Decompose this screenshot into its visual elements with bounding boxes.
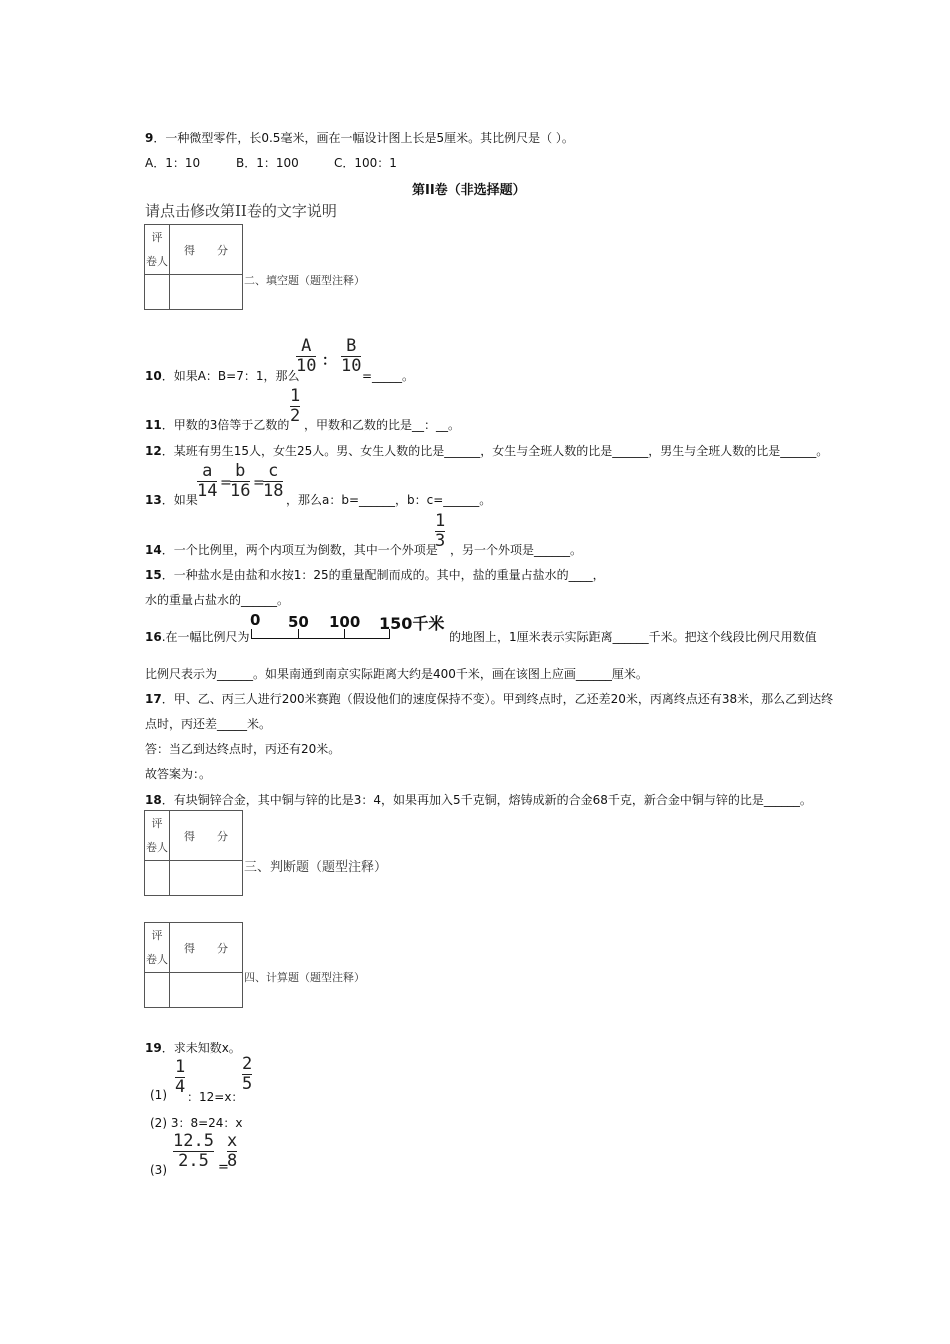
question-text: ．一种盐水是由盐和水按1：25的重量配制而成的。其中，盐的重量占盐水的____， bbox=[161, 568, 605, 582]
question-15 bbox=[145, 566, 605, 583]
question-number: 19 bbox=[145, 1041, 162, 1055]
question-number: 9 bbox=[145, 131, 154, 145]
scale-label: 100 bbox=[329, 613, 361, 631]
question-number: 16 bbox=[145, 630, 162, 644]
question-16 bbox=[145, 628, 250, 645]
score-label: 得 分 bbox=[170, 923, 243, 973]
question-text: 点时，丙还差_____米。 bbox=[145, 717, 272, 731]
question-number: 10 bbox=[145, 369, 162, 383]
grader-cell[interactable] bbox=[145, 973, 170, 1008]
scale-label: 0 bbox=[250, 611, 261, 629]
grader-label: 评 卷人 bbox=[145, 923, 170, 973]
scale-tick bbox=[344, 629, 345, 639]
score-cell[interactable] bbox=[170, 861, 243, 896]
score-label: 得 分 bbox=[170, 225, 243, 275]
question-11 bbox=[145, 416, 289, 433]
question-text: 比例尺表示为______。如果南通到南京实际距离大约是400千米，画在该图上应画______厘米。 bbox=[145, 667, 648, 681]
fraction: x 8 bbox=[227, 1131, 238, 1171]
question-text: ．有块铜锌合金，其中铜与锌的比是3：4，如果再加入5千克铜，熔铸成新的合金68千克，新合金中铜与锌的比是______。 bbox=[161, 793, 812, 807]
question-text: 的地图上，1厘米表示实际距离______千米。把这个线段比例尺用数值 bbox=[449, 630, 817, 644]
scale-label: 50 bbox=[288, 613, 309, 631]
fraction: c 18 bbox=[263, 461, 284, 501]
scale-bar bbox=[246, 610, 456, 642]
option-b: B．1：100 bbox=[236, 156, 299, 170]
scale-tick bbox=[298, 629, 299, 639]
question-text: ．甲、乙、丙三人进行200米赛跑（假设他们的速度保持不变）。甲到终点时，乙还差20米，丙离终点还有38米，那么乙到达终 bbox=[161, 692, 834, 706]
score-label: 得 分 bbox=[170, 811, 243, 861]
question-text: ．如果 bbox=[161, 493, 198, 507]
fraction: a 14 bbox=[197, 461, 218, 501]
question-number: 12 bbox=[145, 444, 162, 458]
equation-text: (2) 3：8=24：x bbox=[150, 1116, 243, 1130]
section-heading: 三、判断题（题型注释） bbox=[244, 860, 388, 875]
scale-label: 150千米 bbox=[379, 614, 445, 633]
answer-result: 故答案为：。 bbox=[145, 767, 212, 781]
grader-label: 评 卷人 bbox=[145, 811, 170, 861]
fraction: A 10 bbox=[296, 336, 317, 376]
question-17 bbox=[145, 690, 833, 707]
question-10 bbox=[145, 367, 299, 384]
question-text: ，甲数和乙数的比是__：__。 bbox=[304, 418, 461, 432]
question-19 bbox=[145, 1039, 241, 1056]
question-text: ．如果A：B=7：1，那么 bbox=[161, 369, 300, 383]
question-14 bbox=[145, 541, 438, 558]
option-c: C．100：1 bbox=[334, 156, 397, 170]
equals: = bbox=[220, 475, 232, 491]
fraction: 1 2 bbox=[290, 386, 301, 426]
question-number: 13 bbox=[145, 493, 162, 507]
fraction: 12.5 2.5 bbox=[173, 1131, 214, 1171]
grader-cell[interactable] bbox=[145, 861, 170, 896]
scale-tick bbox=[389, 629, 390, 639]
part-title: 第II卷（非选择题） bbox=[412, 183, 526, 198]
fraction: 2 5 bbox=[242, 1054, 253, 1094]
question-9 bbox=[145, 129, 574, 146]
grader-table bbox=[144, 810, 243, 896]
question-18 bbox=[145, 791, 812, 808]
question-number: 17 bbox=[145, 692, 162, 706]
scale-line bbox=[251, 638, 390, 639]
fraction: 1 4 bbox=[175, 1057, 186, 1097]
fraction: b 16 bbox=[230, 461, 251, 501]
answer-text: 答：当乙到达终点时，丙还有20米。 bbox=[145, 742, 341, 756]
grader-table bbox=[144, 922, 243, 1008]
fraction: 1 3 bbox=[435, 511, 446, 551]
question-12 bbox=[145, 442, 828, 459]
question-13 bbox=[145, 491, 198, 508]
question-text: =_____。 bbox=[362, 369, 415, 383]
part-label: (1) bbox=[150, 1088, 167, 1102]
equals: = bbox=[253, 475, 265, 491]
question-text: ．求未知数x。 bbox=[161, 1041, 241, 1055]
part-subtitle: 请点击修改第II卷的文字说明 bbox=[145, 202, 337, 220]
grader-cell[interactable] bbox=[145, 275, 170, 310]
question-number: 15 bbox=[145, 568, 162, 582]
question-text: ，另一个外项是______。 bbox=[450, 543, 583, 557]
question-text: ．一个比例里，两个内项互为倒数，其中一个外项是 bbox=[161, 543, 438, 557]
part-label: (3) bbox=[150, 1163, 167, 1177]
scale-tick bbox=[251, 629, 252, 639]
fraction: B 10 bbox=[341, 336, 362, 376]
question-number: 18 bbox=[145, 793, 162, 807]
grader-label: 评 卷人 bbox=[145, 225, 170, 275]
equation-text: ：12=x： bbox=[187, 1090, 244, 1104]
question-text: ，那么a：b=______，b：c=______。 bbox=[286, 493, 492, 507]
option-a: A．1：10 bbox=[145, 156, 201, 170]
section-heading: 二、填空题（题型注释） bbox=[244, 274, 365, 287]
equals: = bbox=[218, 1160, 229, 1175]
score-cell[interactable] bbox=[170, 973, 243, 1008]
question-text: ．甲数的3倍等于乙数的 bbox=[161, 418, 290, 432]
grader-table bbox=[144, 224, 243, 310]
question-text: .在一幅比例尺为 bbox=[161, 630, 250, 644]
question-text: ．一种微型零件，长0.5毫米，画在一幅设计图上长是5厘米。其比例尺是（ ）。 bbox=[153, 131, 574, 145]
question-number: 11 bbox=[145, 418, 162, 432]
colon: ： bbox=[322, 353, 336, 369]
question-text: ．某班有男生15人，女生25人。男、女生人数的比是______，女生与全班人数的比是______，男生与全班人数的比是______。 bbox=[161, 444, 829, 458]
question-number: 14 bbox=[145, 543, 162, 557]
question-text: 水的重量占盐水的______。 bbox=[145, 593, 290, 607]
score-cell[interactable] bbox=[170, 275, 243, 310]
section-heading: 四、计算题（题型注释） bbox=[244, 971, 365, 984]
